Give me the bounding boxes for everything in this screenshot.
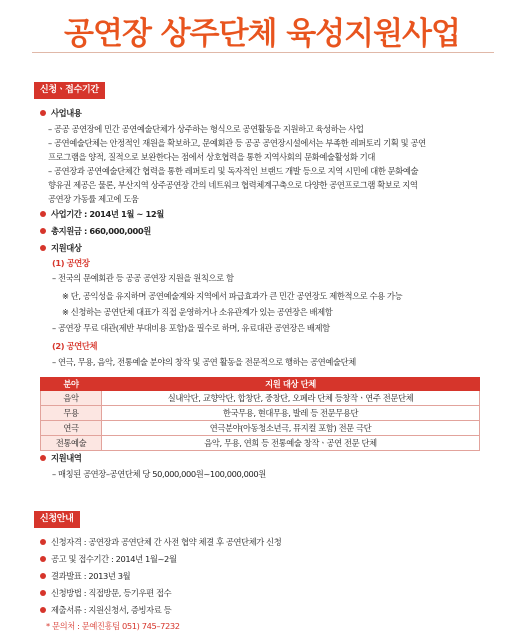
table-header-field: 분야	[41, 378, 102, 391]
table-cell-field: 무용	[41, 406, 102, 421]
bullet-icon	[40, 556, 46, 562]
table-cell-field: 연극	[41, 421, 102, 436]
table-row	[41, 436, 480, 451]
support-target-table	[40, 377, 480, 451]
venue-note: ※ 단, 공익성을 유지하며 공연예술계와 지역에서 파급효과가 큰 민간 공연장도 제한적으로 수용 가능	[62, 291, 403, 301]
table-cell-groups: 실내악단, 교향악단, 합창단, 중창단, 오페라 단체 등창작ㆍ연주 전문단체	[102, 391, 480, 406]
contact-info: * 문의처 : 문예진흥팀 051) 745–7232	[46, 621, 180, 631]
table-header-row	[41, 378, 480, 391]
table-cell-groups: 연극분야(아동청소년극, 뮤지컬 포함) 전문 극단	[102, 421, 480, 436]
target-heading: 지원대상	[40, 243, 81, 254]
period-line: 사업기간 : 2014년 1월 ~ 12월	[40, 209, 164, 220]
bullet-icon	[40, 110, 46, 116]
table-row	[41, 406, 480, 421]
table-cell-field: 전통예술	[41, 436, 102, 451]
page-title: 공연장 상주단체 육성지원사업	[64, 16, 460, 52]
bullet-icon	[40, 211, 46, 217]
business-line: 공연장 가동률 제고에 도움	[48, 194, 139, 204]
target-venue-subheading: (1) 공연장	[52, 258, 90, 268]
table-cell-groups: 한국무용, 현대무용, 발레 등 전문무용단	[102, 406, 480, 421]
venue-note: ※ 신청하는 공연단체 대표가 직접 운영하거나 소유관계가 있는 공연장은 배제함	[62, 307, 333, 317]
bullet-icon	[40, 573, 46, 579]
title-divider	[32, 52, 494, 53]
table-cell-groups: 음악, 무용, 연희 등 전통예술 창작ㆍ공연 전문 단체	[102, 436, 480, 451]
support-heading: 지원내역	[40, 453, 81, 464]
venue-line: – 공연장 무료 대관(제반 부대비용 포함)을 필수로 하며, 유료대관 공연장은 배제함	[52, 323, 330, 333]
table-cell-field: 음악	[41, 391, 102, 406]
bullet-icon	[40, 607, 46, 613]
bullet-icon	[40, 590, 46, 596]
support-line: – 매칭된 공연장–공연단체 당 50,000,000원~100,000,000원	[52, 469, 266, 479]
bullet-icon	[40, 228, 46, 234]
bullet-icon	[40, 455, 46, 461]
bullet-icon	[40, 539, 46, 545]
business-line: – 공연예술단체는 안정적인 재원을 확보하고, 문예회관 등 공공 공연장시설에서는 부족한 레퍼토리 기획 및 공연	[48, 138, 426, 148]
business-line: – 공공 공연장에 민간 공연예술단체가 상주하는 형식으로 공연활동을 지원하고 육성하는 사업	[48, 124, 364, 134]
business-line: 향유권 제공은 물론, 부산지역 상주공연장 간의 네트워크 협력체계구축으로 다양한 공연프로그램 확보로 지역	[48, 180, 418, 190]
guide-item: 제출서류 : 지원신청서, 증빙자료 등	[40, 605, 171, 616]
table-row	[41, 391, 480, 406]
business-line: 프로그램을 양적, 질적으로 보완한다는 점에서 상호협력을 통한 지역사회의 문화예술활성화 기대	[48, 152, 375, 162]
section-label-application-guide: 신청안내	[34, 511, 80, 528]
guide-item: 결과발표 : 2013년 3월	[40, 571, 130, 582]
budget-line: 총지원금 : 660,000,000원	[40, 226, 151, 237]
table-header-groups: 지원 대상 단체	[102, 378, 480, 391]
bullet-icon	[40, 245, 46, 251]
table-row	[41, 421, 480, 436]
section-label-application-period: 신청ㆍ접수기간	[34, 82, 105, 99]
venue-line: – 전국의 문예회관 등 공공 공연장 지원을 원칙으로 함	[52, 273, 234, 283]
business-line: – 공연장과 공연예술단체간 협력을 통한 레퍼토리 및 독자적인 브랜드 개발 등으로 지역 시민에 대한 문화예술	[48, 166, 419, 176]
guide-item: 신청방법 : 직접방문, 등기우편 접수	[40, 588, 171, 599]
guide-item: 공고 및 접수기간 : 2014년 1월~2월	[40, 554, 177, 565]
guide-item: 신청자격 : 공연장과 공연단체 간 사전 협약 체결 후 공연단체가 신청	[40, 537, 281, 548]
target-group-subheading: (2) 공연단체	[52, 341, 98, 351]
group-line: – 연극, 무용, 음악, 전통예술 분야의 창작 및 공연 활동을 전문적으로 행하는 공연예술단체	[52, 357, 356, 367]
business-heading: 사업내용	[40, 108, 81, 119]
